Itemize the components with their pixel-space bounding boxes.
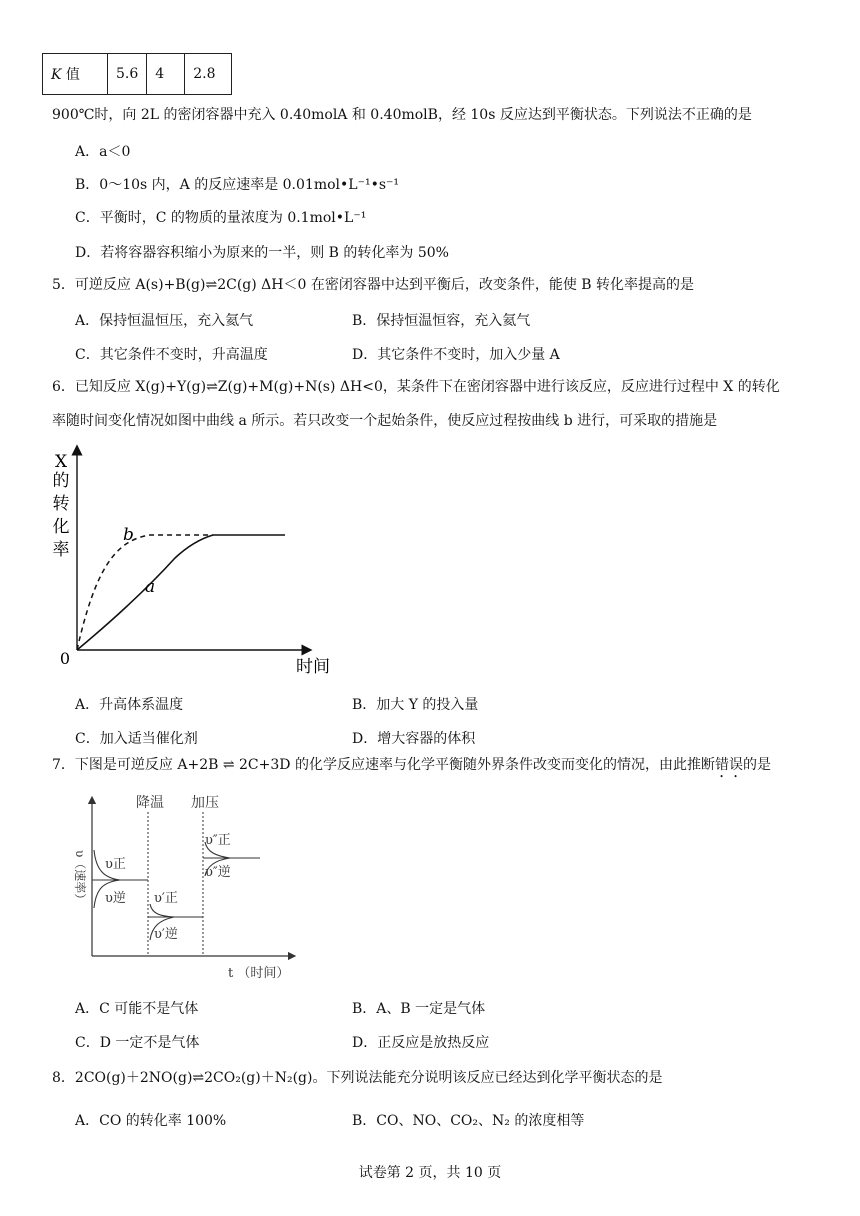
x-axis-label: 时间 [296, 657, 330, 677]
k-value-table [42, 53, 232, 95]
k-value-cell: 5.6 [108, 54, 147, 95]
v-reverse-3-label: υ″逆 [205, 865, 231, 880]
q7-stem-text-end: 的是 [742, 757, 771, 773]
q4-option-d: D．若将容器容积缩小为原来的一半，则 B 的转化率为 50% [75, 245, 449, 261]
curve-a-label: a [145, 577, 156, 597]
q7-option-a: A．C 可能不是气体 [75, 1001, 199, 1017]
curve-b-label: b [123, 525, 134, 545]
q8-option-a: A．CO 的转化率 100% [75, 1113, 227, 1129]
q8-option-b: B．CO、NO、CO₂、N₂ 的浓度相等 [352, 1113, 585, 1129]
q5-option-d: D．其它条件不变时，加入少量 A [352, 347, 560, 363]
k-value-cell: 2.8 [185, 54, 232, 95]
q7-emphasis: 错误 [714, 757, 743, 773]
k-suffix: 值 [61, 67, 80, 83]
v-forward-3-label: υ″正 [205, 833, 231, 848]
q5-option-b: B．保持恒温恒容，充入氦气 [352, 313, 531, 329]
q6-option-c: C．加入适当催化剂 [75, 731, 198, 747]
y-axis-label-char: 率 [52, 540, 70, 560]
q7-option-d: D．正反应是放热反应 [352, 1035, 490, 1051]
q5-stem: 5．可逆反应 A(s)+B(g)⇌2C(g) ΔH＜0 在密闭容器中达到平衡后，改变条件，能使 B 转化率提高的是 [52, 277, 695, 293]
q6-option-a: A．升高体系温度 [75, 697, 184, 713]
q6-option-b: B．加大 Y 的投入量 [352, 697, 479, 713]
k-symbol: K [51, 67, 62, 83]
rate-vs-time-figure [70, 790, 310, 985]
y-axis-label-char: 转 [52, 494, 70, 514]
q4-stem: 900℃时，向 2L 的密闭容器中充入 0.40molA 和 0.40molB，经 10s 反应达到平衡状态。下列说法不正确的是 [52, 107, 752, 123]
q7-stem [52, 757, 771, 781]
y-axis-label-char: X [54, 452, 68, 472]
v-reverse-label: υ逆 [105, 891, 126, 906]
q4-option-c: C．平衡时，C 的物质的量浓度为 0.1mol•L⁻¹ [75, 210, 367, 226]
origin-label: 0 [59, 649, 71, 668]
q4-option-b: B．0～10s 内，A 的反应速率是 0.01mol•L⁻¹•s⁻¹ [75, 177, 400, 193]
page-footer: 试卷第 2 页，共 10 页 [358, 1165, 502, 1181]
x-axis-label: t （时间） [228, 966, 290, 981]
q4-option-a: A．a＜0 [75, 144, 131, 160]
q7-option-b: B．A、B 一定是气体 [352, 1001, 486, 1017]
q7-option-c: C．D 一定不是气体 [75, 1035, 200, 1051]
q5-option-c: C．其它条件不变时，升高温度 [75, 347, 268, 363]
q6-stem-line1: 6．已知反应 X(g)+Y(g)⇌Z(g)+M(g)+N(s) ΔH<0，某条件下在密闭容器中进行该反应，反应进行过程中 X 的转化 [52, 379, 780, 395]
v-forward-label: υ正 [105, 857, 126, 872]
y-axis-label: υ（速率） [73, 850, 87, 906]
q6-stem-line2: 率随时间变化情况如图中曲线 a 所示。若只改变一个起始条件，使反应过程按曲线 b 进行，可采取的措施是 [52, 413, 718, 429]
q8-stem: 8．2CO(g)＋2NO(g)⇌2CO₂(g)＋N₂(g)。下列说法能充分说明该反应已经达到化学平衡状态的是 [52, 1070, 663, 1086]
pressure-label: 加压 [191, 795, 219, 811]
k-label-cell [43, 54, 108, 95]
y-axis-label-char: 化 [52, 517, 70, 537]
q6-option-d: D．增大容器的体积 [352, 731, 476, 747]
k-value-cell: 4 [147, 54, 185, 95]
conversion-vs-time-figure [45, 440, 345, 680]
cooling-label: 降温 [136, 795, 164, 811]
q7-stem-text: 7．下图是可逆反应 A+2B ⇌ 2C+3D 的化学反应速率与化学平衡随外界条件改变而变化的情况，由此推断 [52, 757, 715, 773]
v-forward-2-label: υ′正 [154, 891, 178, 906]
q5-option-a: A．保持恒温恒压，充入氦气 [75, 313, 254, 329]
y-axis-label-char: 的 [52, 471, 70, 491]
v-reverse-2-label: υ′逆 [154, 927, 178, 942]
